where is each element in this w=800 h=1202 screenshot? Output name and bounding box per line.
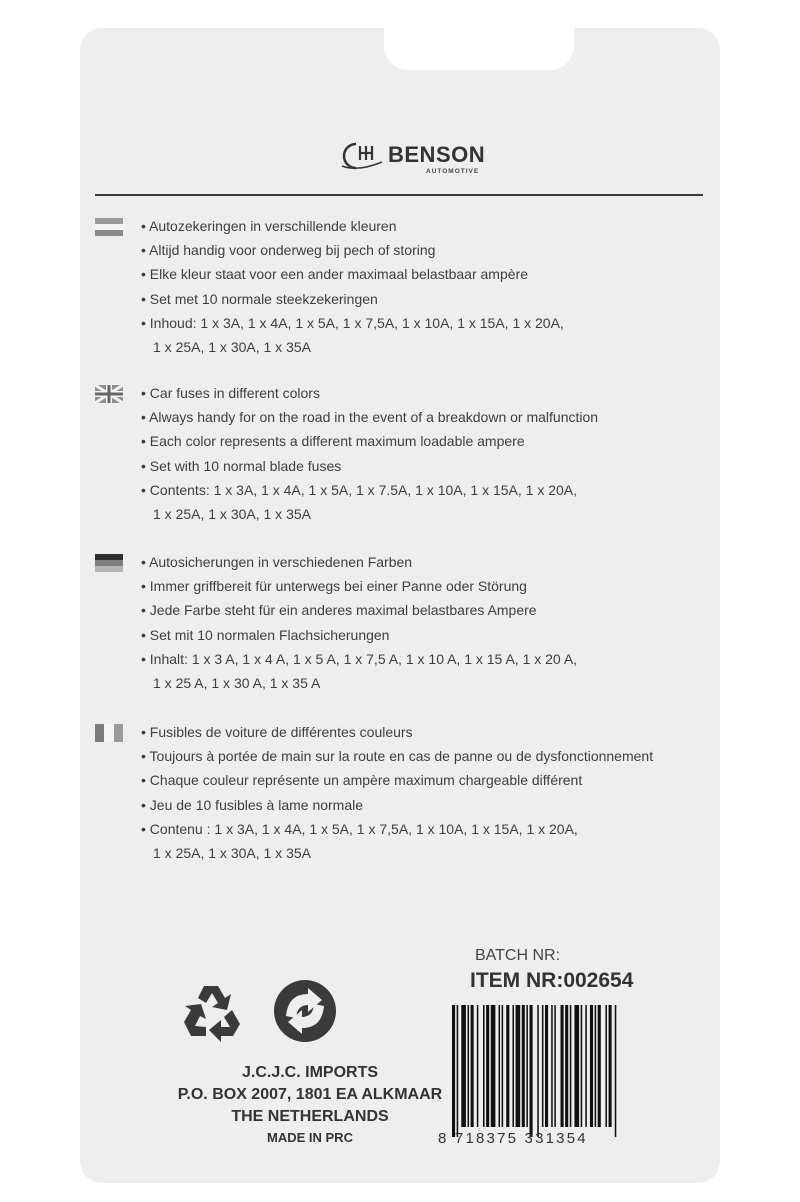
text-line: • Elke kleur staat voor een ander maximaal belastbaar ampère <box>141 266 528 283</box>
text-line: • Chaque couleur représente un ampère maximum chargeable différent <box>141 772 583 789</box>
text-line: 1 x 25A, 1 x 30A, 1 x 35A <box>153 339 311 356</box>
dutch-flag-icon <box>95 218 123 236</box>
made-in-label: MADE IN PRC <box>267 1130 353 1145</box>
gear-shift-icon <box>338 138 386 174</box>
text-line: • Inhoud: 1 x 3A, 1 x 4A, 1 x 5A, 1 x 7,5A, 1 x 10A, 1 x 15A, 1 x 20A, <box>141 314 564 331</box>
batch-number-label: BATCH NR: <box>475 947 561 964</box>
text-line: • Toujours à portée de main sur la route en cas de panne ou de dysfonctionnement <box>141 748 654 765</box>
barcode-bar <box>530 1005 533 1137</box>
text-line: • Jede Farbe steht für ein anderes maximal belastbares Ampere <box>141 602 537 619</box>
text-line: • Inhalt: 1 x 3 A, 1 x 4 A, 1 x 5 A, 1 x 7,5 A, 1 x 10 A, 1 x 15 A, 1 x 20 A, <box>141 650 578 667</box>
text-line: • Contenu : 1 x 3A, 1 x 4A, 1 x 5A, 1 x 7,5A, 1 x 10A, 1 x 15A, 1 x 20A, <box>141 820 578 837</box>
brand-tagline: AUTOMOTIVE <box>426 168 480 175</box>
text-line: • Always handy for on the road in the event of a breakdown or malfunction <box>141 409 599 426</box>
text-line: • Altijd handig voor onderweg bij pech of storing <box>141 242 436 259</box>
text-line: 1 x 25 A, 1 x 30 A, 1 x 35 A <box>153 675 321 692</box>
uk-flag-icon <box>95 385 123 403</box>
barcode-bar <box>565 1005 568 1127</box>
text-line: 1 x 25A, 1 x 30A, 1 x 35A <box>153 845 311 862</box>
header-divider <box>95 194 703 196</box>
importer-po-box: P.O. BOX 2007, 1801 EA ALKMAAR <box>177 1086 443 1103</box>
german-flag-icon <box>95 554 123 572</box>
barcode-bar <box>526 1005 528 1127</box>
text-line: • Set met 10 normale steekzekeringen <box>141 290 378 307</box>
barcode-bar <box>615 1005 617 1137</box>
brand-name: BENSON <box>388 142 486 167</box>
importer-name: J.C.J.C. IMPORTS <box>241 1064 379 1081</box>
text-line: • Immer griffbereit für unterwegs bei einer Panne oder Störung <box>141 578 527 595</box>
text-line: • Fusibles de voiture de différentes couleurs <box>141 724 413 740</box>
barcode-bar <box>598 1005 601 1127</box>
barcode-bar <box>595 1005 597 1127</box>
green-dot-icon <box>272 978 338 1044</box>
barcode-bar <box>609 1005 612 1127</box>
text-line: • Autozekeringen in verschillende kleuren <box>141 218 397 234</box>
french-flag-icon <box>95 724 123 742</box>
text-line: • Set with 10 normal blade fuses <box>141 457 342 474</box>
barcode-bar <box>585 1005 587 1127</box>
barcode-bar <box>537 1005 539 1137</box>
text-line: • Car fuses in different colors <box>141 385 320 401</box>
text-line: • Autosicherungen in verschiedenen Farben <box>141 554 413 570</box>
barcode-bar <box>554 1005 556 1127</box>
barcode-bar <box>545 1005 548 1127</box>
barcode-bar <box>551 1005 553 1127</box>
barcode-bar <box>570 1005 572 1127</box>
text-line: • Jeu de 10 fusibles à lame normale <box>141 796 364 813</box>
barcode-digits: 8 718375 331354 <box>438 1130 588 1147</box>
importer-country: THE NETHERLANDS <box>231 1108 389 1125</box>
recycle-icon <box>178 980 246 1046</box>
barcode-bar <box>605 1005 607 1127</box>
text-line: • Set mit 10 normalen Flachsicherungen <box>141 626 390 643</box>
brand-logo <box>338 138 508 178</box>
barcode-bar <box>581 1005 583 1127</box>
text-line: 1 x 25A, 1 x 30A, 1 x 35A <box>153 506 311 523</box>
text-line: • Each color represents a different maximum loadable ampere <box>141 433 525 450</box>
barcode-bar <box>542 1005 544 1127</box>
barcode-bar <box>561 1005 564 1127</box>
item-number: ITEM NR:002654 <box>470 969 634 992</box>
barcode-bar <box>574 1005 579 1127</box>
barcode-bar <box>590 1005 593 1127</box>
text-line: • Contents: 1 x 3A, 1 x 4A, 1 x 5A, 1 x 7.5A, 1 x 10A, 1 x 15A, 1 x 20A, <box>141 481 578 498</box>
hang-hole <box>384 28 574 70</box>
importer-address <box>95 1062 525 1148</box>
